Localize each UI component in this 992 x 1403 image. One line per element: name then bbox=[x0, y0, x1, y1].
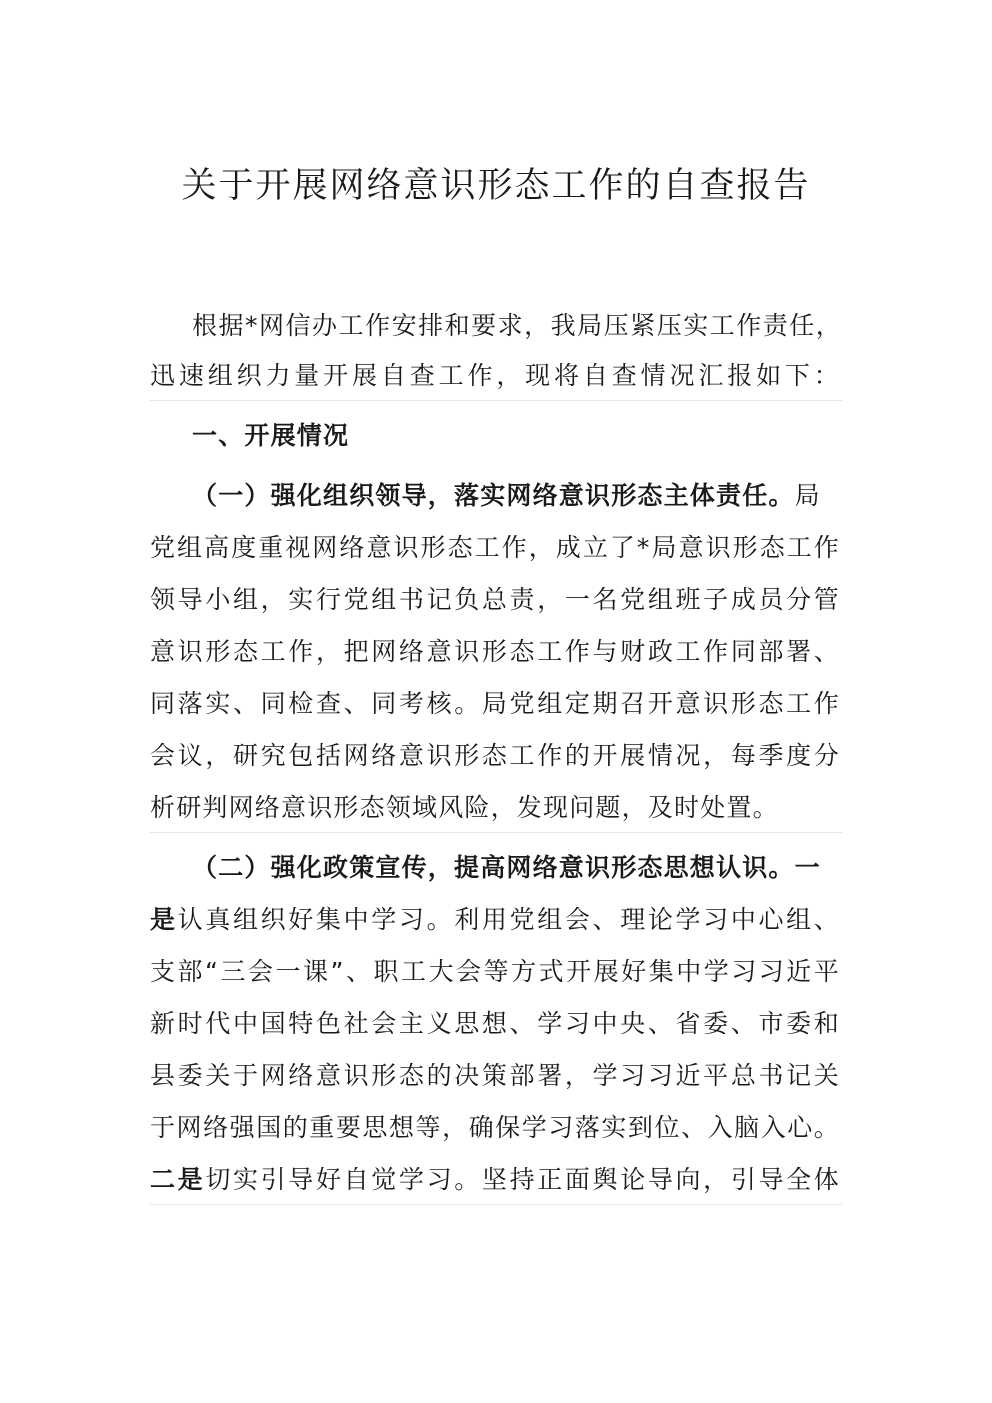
subsection-2-heading-tail: 一 bbox=[794, 853, 821, 882]
subsection-1-first-line bbox=[192, 470, 842, 522]
divider bbox=[150, 832, 842, 833]
paragraph-line: 新时代中国特色社会主义思想、学习中央、省委、市委和 bbox=[150, 1009, 840, 1038]
paragraph-line: 领导小组，实行党组书记负总责，一名党组班子成员分管 bbox=[150, 585, 840, 614]
divider bbox=[150, 400, 842, 401]
paragraph-line: 同落实、同检查、同考核。局党组定期召开意识形态工作 bbox=[150, 689, 840, 718]
paragraph-line bbox=[150, 894, 840, 946]
paragraph-line: 会议，研究包括网络意识形态工作的开展情况，每季度分 bbox=[150, 741, 840, 770]
paragraph-line: 党组高度重视网络意识形态工作，成立了*局意识形态工作 bbox=[150, 533, 840, 562]
intro-line-1: 根据*网信办工作安排和要求，我局压紧压实工作责任， bbox=[192, 311, 842, 340]
paragraph-line: 县委关于网络意识形态的决策部署，学习习近平总书记关 bbox=[150, 1061, 840, 1090]
paragraph-line: 意识形态工作，把网络意识形态工作与财政工作同部署、 bbox=[150, 637, 840, 666]
section-heading: 一、开展情况 bbox=[192, 421, 350, 450]
divider bbox=[150, 1204, 842, 1205]
paragraph-line: 于网络强国的重要思想等，确保学习落实到位、入脑入心。 bbox=[150, 1113, 840, 1142]
paragraph-text: 切实引导好自觉学习。坚持正面舆论导向，引导全体 bbox=[205, 1165, 840, 1194]
subsection-1-heading-tail: 局 bbox=[794, 481, 821, 510]
intro-line-2: 迅速组织力量开展自查工作，现将自查情况汇报如下： bbox=[150, 361, 840, 390]
enumerator: 二是 bbox=[150, 1165, 206, 1194]
subsection-1-heading: （一）强化组织领导，落实网络意识形态主体责任。 bbox=[192, 481, 795, 510]
paragraph-line: 支部“三会一课”、职工大会等方式开展好集中学习习近平 bbox=[150, 957, 840, 986]
subsection-2-heading: （二）强化政策宣传，提高网络意识形态思想认识。 bbox=[192, 853, 795, 882]
paragraph-line: 析研判网络意识形态领域风险，发现问题，及时处置。 bbox=[150, 793, 779, 822]
enumerator: 是 bbox=[150, 905, 178, 934]
document-title: 关于开展网络意识形态工作的自查报告 bbox=[181, 166, 811, 206]
paragraph-line bbox=[150, 1154, 840, 1206]
paragraph-text: 认真组织好集中学习。利用党组会、理论学习中心组、 bbox=[177, 905, 840, 934]
subsection-2-first-line bbox=[192, 842, 842, 894]
